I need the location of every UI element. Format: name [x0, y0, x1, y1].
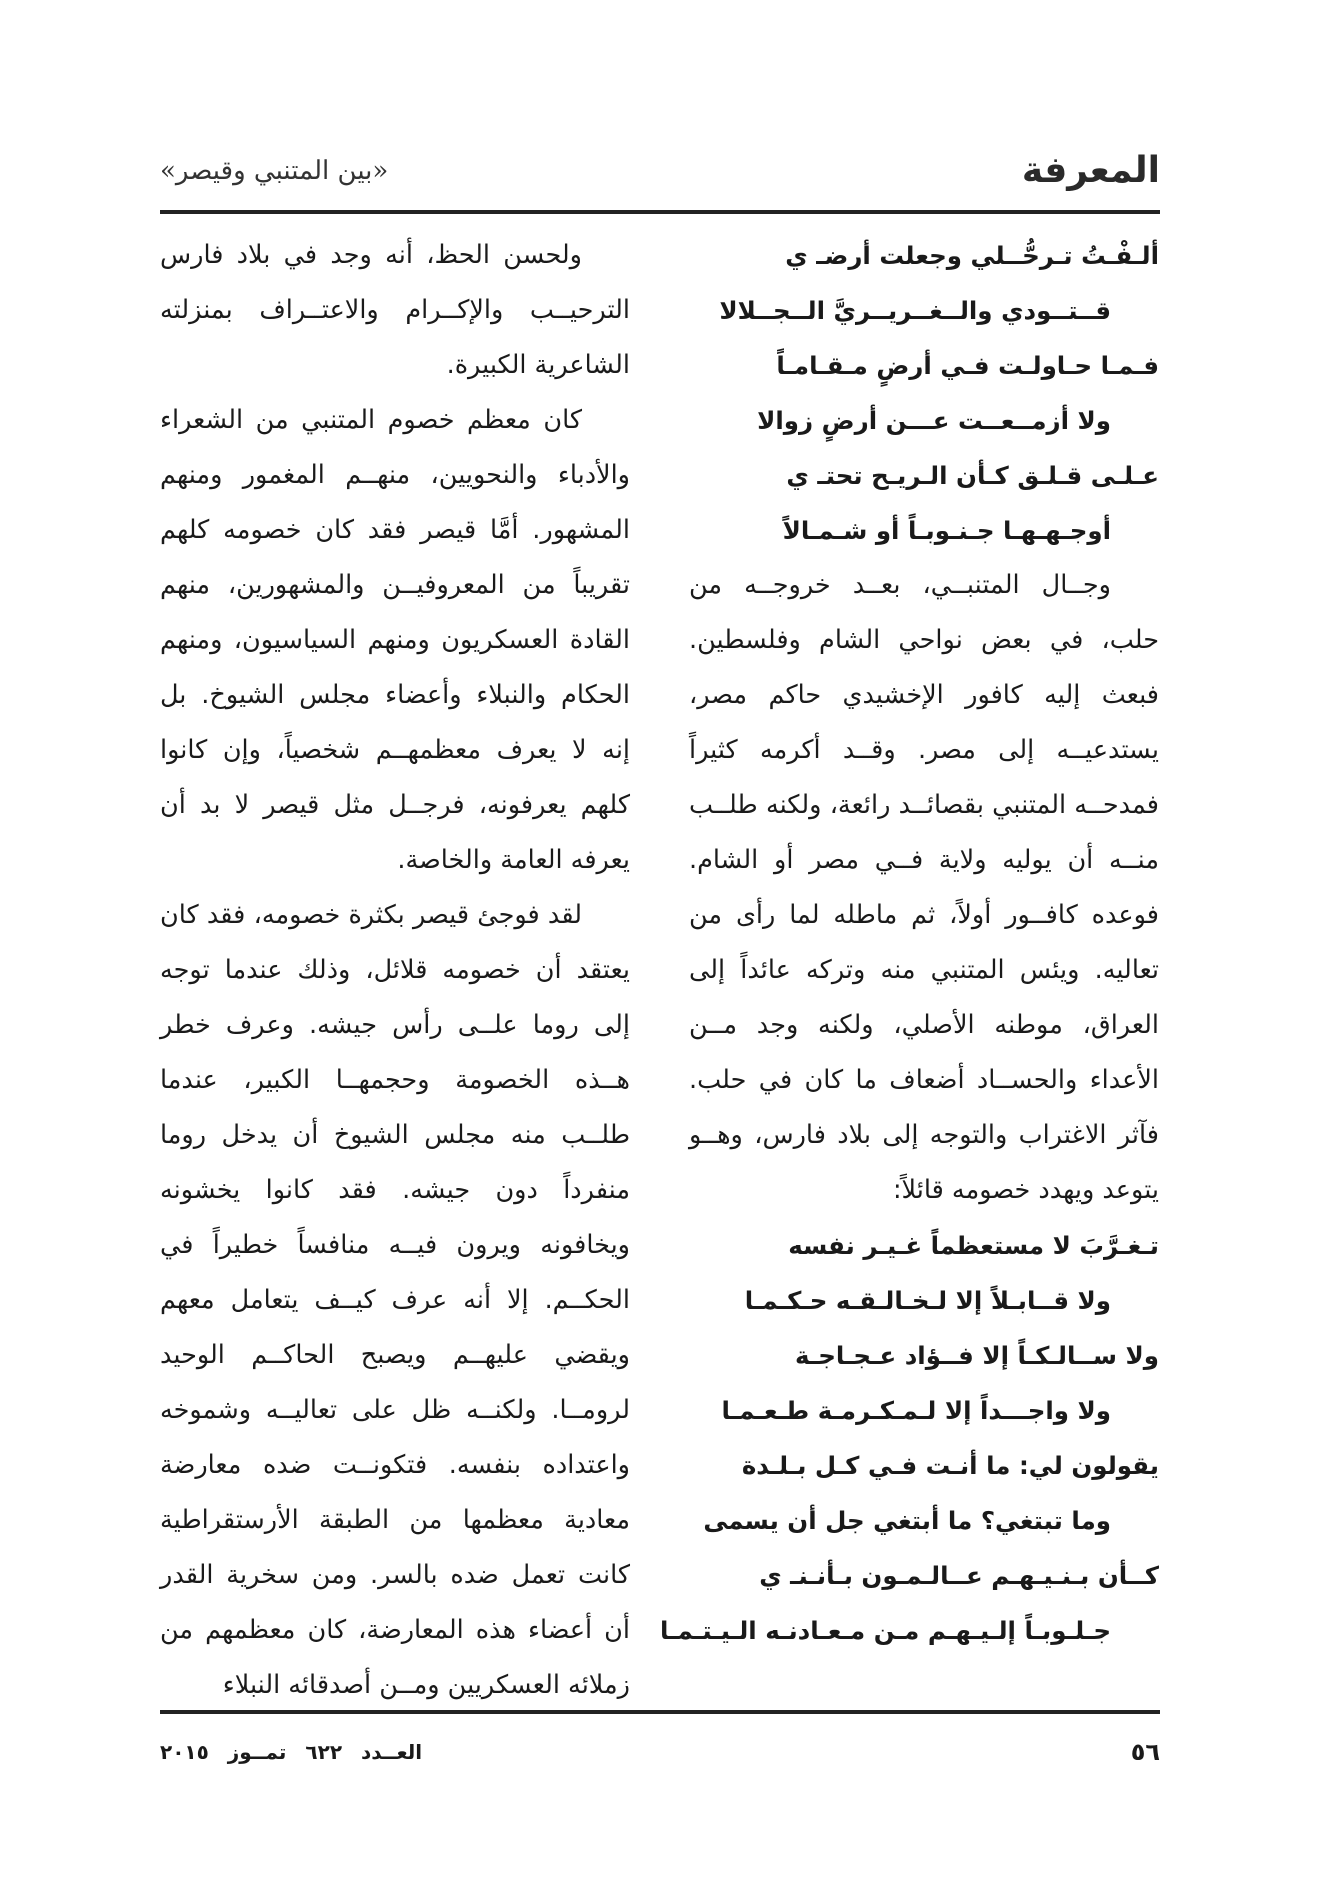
verse-line: عـلـى قـلـق كـأن الـريـح تحتـ ي	[786, 461, 1159, 490]
body-paragraph: كان معظم خصوم المتنبي من الشعراء والأدباء والنحويين، منهــم المغمور ومنهم المشهور. أمَّا قيصر فقد كان خصومه كلهم تقريباً من المعروفيــن والمشهورين، منهم القادة العسكريون ومنهم السياسيون، ومنهم الحكام والنبلاء وأعضاء مجلس الشيوخ. بل إنه لا يعرف معظمهــم شخصياً، وإن كانوا كلهم يعرفونه، فرجــل مثل قيصر لا بد أن يعرفه العامة والخاصة.	[160, 405, 630, 875]
footer-divider	[160, 1710, 1160, 1714]
body-paragraph: لقد فوجئ قيصر بكثرة خصومه، فقد كان يعتقد أن خصومه قلائل، وذلك عندما توجه إلى روما علــى رأس جيشه. وعرف خطر هــذه الخصومة وحجمهــا الكبير، عندما طلــب منه مجلس الشيوخ أن يدخل روما منفرداً دون جيشه. فقد كانوا يخشونه ويخافونه ويرون فيــه منافساً خطيراً في الحكــم. إلا أنه عرف كيــف يتعامل معهم ويقضي عليهــم ويصبح الحاكــم الوحيد لرومــا. ولكنــه ظل على تعاليــه وشموخه واعتداده بنفسه. فتكونــت ضده معارضة معادية معظمها من الطبقة الأرستقراطية كانت تعمل ضده بالسر. ومن سخرية القدر أن أعضاء هذه المعارضة، كان معظمهم من زملائه العسكريين ومــن أصدقائه النبلاء	[160, 900, 630, 1700]
page-number: ٥٦	[1130, 1738, 1160, 1766]
verse-line: ولا قــابـلاً إلا لـخـالـقـه حـكـمـا	[744, 1286, 1111, 1315]
verse-line: ولا أزمــعــت عـــن أرضٍ زوالا	[757, 406, 1111, 435]
verse-line: أوجـهـهـا جـنـوبـاً أو شـمـالاً	[782, 516, 1111, 545]
verse-line: ولا ســالـكـاً إلا فــؤاد عـجـاجـة	[794, 1341, 1159, 1370]
verse-line: يقولون لي: ما أنـت فـي كـل بـلـدة	[741, 1451, 1159, 1480]
verse-line: قــتــودي والــغــريــريَّ الــجــلالا	[719, 296, 1111, 325]
verse-line: ألـفْـتُ تـرحُّــلي وجعلت أرضـ ي	[785, 241, 1159, 270]
page-header	[160, 150, 1160, 200]
verse-line: كــأن بـنـيـهـم عــالـمـون بـأنـنـ ي	[759, 1561, 1159, 1590]
running-title: «بين المتنبي وقيصر»	[160, 156, 389, 186]
body-paragraph: ولحسن الحظ، أنه وجد في بلاد فارس الترحيــب والإكــرام والاعتــراف بمنزلته الشاعرية الكبيرة.	[160, 240, 630, 380]
header-divider	[160, 210, 1160, 214]
left-column	[160, 228, 630, 1713]
verse-line: ولا واجـــداً إلا لـمـكـرمـة طـعـمـا	[721, 1396, 1111, 1425]
page-footer	[160, 1738, 1160, 1778]
magazine-logo: المعرفة	[1021, 150, 1160, 191]
right-column	[659, 228, 1159, 1658]
verse-line: تـغـرَّبَ لا مستعظماً غـيـر نفسه	[788, 1231, 1159, 1260]
verse-line: جـلـوبـاً إلـيـهـم مـن مـعـادنـه الـيـتـمـا	[659, 1616, 1111, 1645]
verse-line: وما تبتغي؟ ما أبتغي جل أن يسمى	[703, 1506, 1111, 1535]
body-paragraph: وجــال المتنبــي، بعــد خروجــه من حلب، في بعض نواحي الشام وفلسطين. فبعث إليه كافور الإخشيدي حاكم مصر، يستدعيــه إلى مصر. وقــد أكرمه كثيراً فمدحــه المتنبي بقصائــد رائعة، ولكنه طلــب منــه أن يوليه ولاية فــي مصر أو الشام. فوعده كافــور أولاً، ثم ماطله لما رأى من تعاليه. ويئس المتنبي منه وتركه عائداً إلى العراق، موطنه الأصلي، ولكنه وجد مــن الأعداء والحســاد أضعاف ما كان في حلب. فآثر الاغتراب والتوجه إلى بلاد فارس، وهــو يتوعد ويهدد خصومه قائلاً:	[689, 570, 1159, 1205]
verse-line: فـمـا حـاولـت فـي أرضٍ مـقـامـاً	[776, 351, 1159, 380]
issue-info: العــدد ٦٢٢ تمــوز ٢٠١٥	[160, 1740, 423, 1764]
